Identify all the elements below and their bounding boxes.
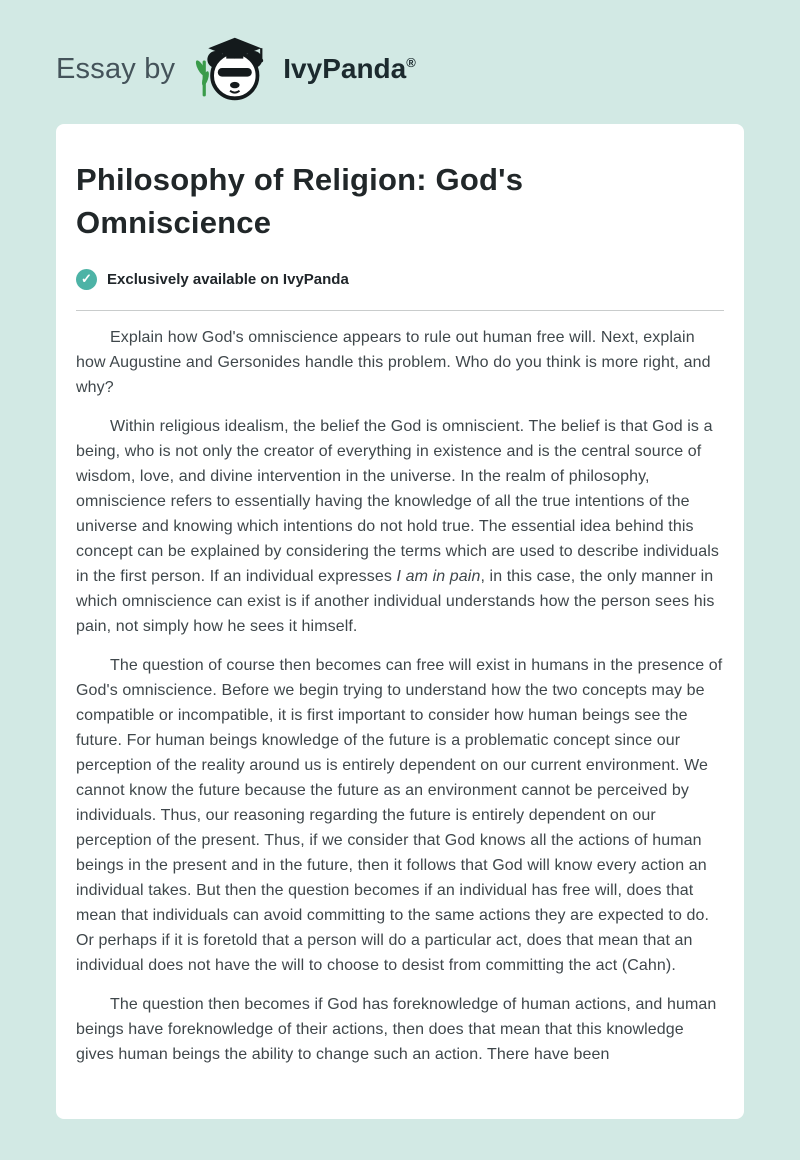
- brand-name: [283, 55, 416, 83]
- check-icon: ✓: [76, 269, 97, 290]
- essay-card: [56, 124, 744, 1119]
- essay-paragraph: The question of course then becomes can free will exist in humans in the presence of God's omniscience. Before we begin trying to understand how the two concepts may be compatible or incompatible, it is first important to consider how human beings see the future. For human beings knowledge of the future is a problematic concept since our perception of the reality around us is entirely dependent on our current environment. We cannot know the future because the future as an environment cannot be perceived by individuals. Thus, our reasoning regarding the future is entirely dependent on our perception of the present. Thus, if we consider that God knows all the actions of human beings in the present and in the future, then it follows that God will know every action an individual takes. But then the question becomes if an individual has free will, does that mean that individuals can avoid committing to the same actions they are expected to do. Or perhaps if it is foretold that a person will do a particular act, does that mean that an individual does not have the will to choose to desist from committing the act (Cahn).: [76, 656, 723, 974]
- essay-by-label: Essay by: [56, 52, 176, 85]
- essay-paragraph: Within religious idealism, the belief the God is omniscient. The belief is that God is a being, who is not only the creator of everything in existence and is the central source of wisdom, love, and divine intervention in the universe. In the realm of philosophy, omniscience refers to essentially having the knowledge of all the true intentions of the universe and knowing which intentions do not hold true. The essential idea behind this concept can be explained by considering the terms which are used to describe individuals in the first person. If an individual expresses I am in pain, in this case, the only manner in which omniscience can exist is if another individual understands how the person sees his pain, not simply how he sees it himself.: [76, 417, 719, 635]
- divider: [76, 310, 724, 311]
- availability-text: Exclusively available on IvyPanda: [107, 270, 349, 288]
- essay-paragraph: The question then becomes if God has foreknowledge of human actions, and human beings have foreknowledge of their actions, then does that mean that this knowledge gives human beings the ability to change such an action. There have been: [76, 995, 717, 1063]
- brand-text: IvyPanda: [283, 53, 407, 84]
- essay-title: Philosophy of Religion: God's Omniscience: [76, 162, 524, 241]
- site-header: [0, 0, 800, 124]
- registered-mark: ®: [406, 55, 416, 70]
- panda-graduate-icon: [191, 34, 271, 104]
- availability-badge: [76, 269, 724, 290]
- article-body: [76, 325, 724, 1067]
- essay-paragraph: Explain how God's omniscience appears to rule out human free will. Next, explain how Augustine and Gersonides handle this problem. Who do you think is more right, and why?: [76, 328, 711, 396]
